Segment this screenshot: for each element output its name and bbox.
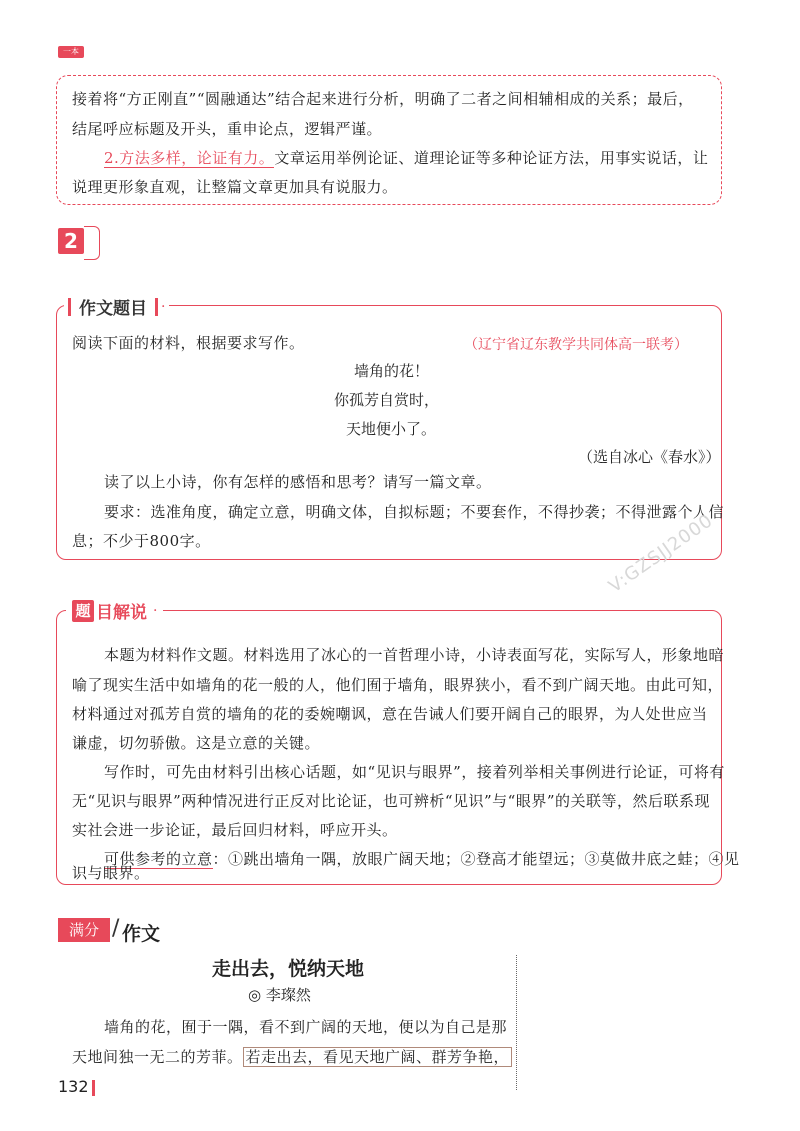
poem-line-1: 墙角的花！ — [354, 362, 430, 380]
summary-line-2: 结尾呼应标题及开头，重申论点，逻辑严谨。 — [72, 120, 383, 138]
essay-line-1: 墙角的花，囿于一隅，看不到广阔的天地，便以为自己是那 — [104, 1018, 508, 1036]
essay-title: 走出去，悦纳天地 — [212, 958, 365, 980]
essay-line-2 — [72, 1042, 512, 1072]
corner-tag: 一本 — [58, 46, 84, 58]
summary-highlight: 2.方法多样，论证有力。 — [104, 149, 275, 167]
prompt-source: （辽宁省辽东教学共同体高一联考） — [464, 337, 688, 353]
essay-line-2-plain: 天地间独一无二的芳菲。 — [72, 1048, 243, 1066]
section-number: 2 — [58, 228, 84, 254]
prompt-intro: 阅读下面的材料，根据要求写作。 — [72, 334, 305, 352]
header-bar-right — [155, 298, 158, 316]
analysis-p1-line-3: 材料通过对孤芳自赏的墙角的花的委婉嘲讽，意在告诫人们要开阔自己的眼界，为人处世应当 — [72, 705, 708, 723]
analysis-label-rest: 目解说 — [96, 603, 147, 623]
analysis-box-header — [66, 598, 163, 623]
page-number: 132 — [58, 1077, 89, 1096]
summary-line-3 — [104, 143, 708, 173]
analysis-p3-rest: ：①跳出墙角一隅，放眼广阔天地；②登高才能望远；③莫做井底之蛙；④见 — [212, 850, 740, 868]
full-score-pill: 满分 — [58, 918, 110, 942]
analysis-p2-line-3: 实社会进一步论证，最后回归材料，呼应开头。 — [72, 821, 398, 839]
analysis-label-square: 题 — [72, 600, 94, 622]
essay-author: ◎ 李璨然 — [248, 986, 311, 1004]
analysis-p1-line-2: 喻了现实生活中如墙角的花一般的人，他们囿于墙角，眼界狭小，看不到广阔天地。由此可知， — [72, 676, 724, 694]
column-divider — [516, 955, 517, 1090]
summary-line-1: 接着将“方正刚直”“圆融通达”结合起来进行分析，明确了二者之间相辅相成的关系；最后， — [72, 90, 694, 108]
analysis-p3-line-1 — [104, 844, 740, 874]
prompt-box-header — [64, 294, 169, 319]
dot-icon: · — [153, 602, 158, 619]
watermark: V:GZSJJ2000 — [605, 509, 718, 598]
poem-source: （选自冰心《春水》） — [578, 448, 721, 466]
analysis-p3-line-2: 识与眼界。 — [72, 864, 150, 882]
analysis-p3-label: 可供参考的立意 — [104, 850, 213, 868]
slash-divider: / — [112, 916, 120, 941]
poem-line-2: 你孤芳自赏时， — [334, 391, 440, 409]
essay-section-label: 作文 — [122, 923, 161, 945]
prompt-box-label: 作文题目 — [71, 294, 155, 319]
poem-line-3: 天地便小了。 — [346, 420, 437, 438]
page-number-bar — [92, 1080, 95, 1096]
dot-icon: · — [161, 298, 166, 315]
summary-line-4: 说理更形象直观，让整篇文章更加具有说服力。 — [72, 178, 398, 196]
analysis-p1-line-1: 本题为材料作文题。材料选用了冰心的一首哲理小诗，小诗表面写花，实际写人，形象地暗 — [104, 646, 725, 664]
essay-line-2-boxed: 若走出去，看见天地广阔、群芳争艳， — [243, 1047, 513, 1067]
summary-line-3-rest: 文章运用举例论证、道理论证等多种论证方法，用事实说话，让 — [274, 149, 709, 167]
section-number-decoration — [84, 226, 100, 260]
prompt-question: 读了以上小诗，你有怎样的感悟和思考？请写一篇文章。 — [104, 473, 492, 491]
analysis-p1-line-4: 谦虚，切勿骄傲。这是立意的关键。 — [72, 734, 321, 752]
analysis-p2-line-2: 无“见识与眼界”两种情况进行正反对比论证，也可辨析“见识”与“眼界”的关联等，然后联系现 — [72, 792, 711, 810]
prompt-requirement-2: 息；不少于800字。 — [72, 532, 211, 550]
analysis-p2-line-1: 写作时，可先由材料引出核心话题，如“见识与眼界”，接着列举相关事例进行论证，可将有 — [104, 763, 725, 781]
prompt-requirement-1: 要求：选准角度，确定立意，明确文体，自拟标题；不要套作，不得抄袭；不得泄露个人信 — [104, 503, 725, 521]
